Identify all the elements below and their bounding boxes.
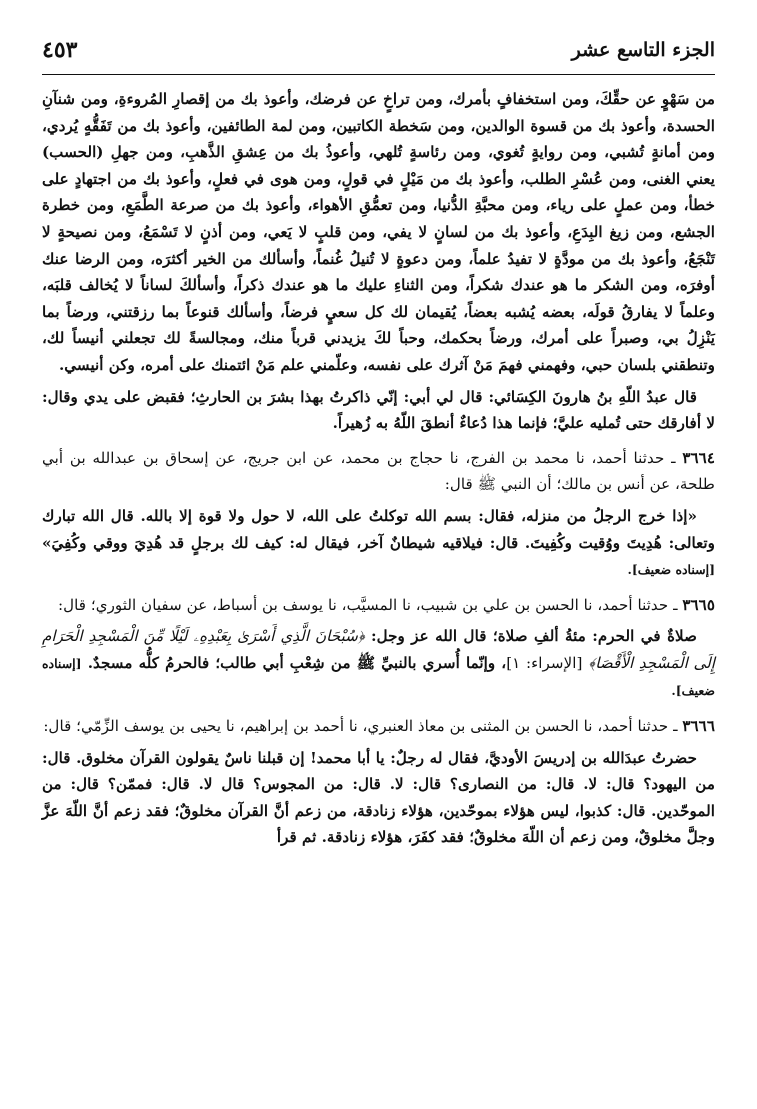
hadith-grade: [إسناده ضعيف]. [627, 562, 715, 578]
isnad-text: ـ حدثنا أحمد، نا الحسن بن علي بن شبيب، نا المسيَّب، نا يوسف بن أسباط، عن سفيان الثوري؛ قال: [58, 595, 678, 614]
page-body [42, 86, 715, 856]
running-title: الجزء التاسع عشر [571, 39, 715, 61]
hadith-3665-matn [42, 623, 715, 705]
quran-verse: ﴿سُبْحَانَ الَّذِي أَسْرَىٰ بِعَبْدِهِۦ لَيْلًا مِّنَ الْمَسْجِدِ الْحَرَامِ إِلَى الْمَسْجِدِ الْأَقْصَا﴾ [42, 627, 716, 672]
matn-text: «إذا خرج الرجلُ من منزله، فقال: بسم الله توكلتُ على الله، لا حول ولا قوة إلا بالله. قال الله تبارك وتعالى: هُدِيتَ ووُقيت وكُفِيتَ. قال: فيلاقيه شيطانٌ آخر، فيقال له: كيف لك برجلٍ قد هُدِيَ ووقي وكُفِيَ» [42, 506, 715, 552]
hadith-3665-isnad [42, 592, 715, 619]
isnad-text: ـ حدثنا أحمد، نا الحسن بن المثنى بن معاذ العنبري، نا أحمد بن إبراهيم، نا يحيى بن يوسف الزِّمّي؛ قال: [43, 717, 678, 736]
page-header [42, 26, 715, 75]
isnad-text: ـ حدثنا أحمد، نا محمد بن الفرج، نا حجاج بن محمد، عن ابن جريج، عن إسحاق بن عبدالله بن أبي طلحة، عن أنس بن مالك؛ أن النبي ﷺ قال: [42, 448, 715, 494]
hadith-3666-isnad [42, 713, 715, 740]
matn-text-continued: ، وإنّما أُسري بالنبيِّ ﷺ من شِعْبِ أبي طالب؛ فالحرمُ كلُّه مسجدٌ. [87, 653, 507, 672]
hadith-grade: [إسناده ضعيف]. [42, 655, 715, 699]
hadith-number: ٣٦٦٥ [682, 595, 715, 614]
dua-paragraph: من سَهْوٍ عن حقِّكَ، ومن استخفافٍ بأمرك، ومن تراخٍ عن فرضك، وأعوذ بك من إقصارِ المُروءةِ، ومن شنآنِ الحسدة، وأعوذ بك من قسوة الوالدين، ومن سَخطة الكاتبين، ومن لمة الطائفين، وأعوذ بك من تَفَقُّهٍ يُردي، ومن أمانةٍ تُشبي، ومن روايةٍ تُغوي، ومن رئاسةٍ تُلهي، وأعوذُ بك من عِشقِ الذَّهبِ، ومن جهلِ (الحسب) يعني الغنى، ومن عُسْرِ الطلب، وأعوذ بك من مَيْلٍ في قولٍ، ومن هوى في فعلٍ، وأعوذ بك من اجتهادٍ على خطأ، ومن عملٍ على رياء، ومن محبَّةِ الدُّنيا، ومن تعمُّقِ الأهواء، وأعوذ بك من صرعة الطَّمَعِ، ومن خطرة الجشع، ومن زيغ البِدَعِ، وأعوذ بك من لسانٍ لا يفي، ومن قلبٍ لا يَعي، ومن أذنٍ لا تَسْمَعُ، ومن نصيحةٍ لا تَنْجَعُ، وأعوذ بك من مودَّةٍ لا تفيدُ علماً، ومن دعوةٍ لا تُنيلُ غُنماً، وأسألك من الخير أكثرَه، ومن الرضا عنك أوفرَه، ومن الشكر ما هو عندك شكراً، ومن الثناءِ عليك ما هو عندك ذكراً، وأسألكَ لساناً لا يُخالف قلبَه، وعلماً لا يفارقُ قولَه، بعضه يُشبه بعضاً، يُقيمان لك كل سعيٍ فرضاً، وأسألك قنوعاً بما رزقتني، ورضاً بما يَنْزِلُ بي، وصبراً على أمرك، ورضاً بحكمك، وحباً لكَ يزيدني قرباً منك، ومجالسةً لك تجعلني أنيساً لك، وتنطقني بلسان حبي، وفهمني فهمَ مَنْ آثرك على نفسه، وعلّمني علم مَنْ ائتمنك على أمره، وكن أنيسي. [42, 90, 715, 374]
hadith-3666-matn: حضرتُ عبدَالله بن إدريسَ الأوديَّ، فقال له رجلٌ: يا أبا محمد! إن قبلنا ناسٌ يقولون القرآن مخلوق. قال: من اليهود؟ قال: لا. قال: من النصارى؟ قال: لا. قال: من المجوس؟ قال لا. قال: فممّن؟ قال: من الموحّدين. قال: كذبوا، ليس هؤلاء بموحّدين، هؤلاء زنادقة، من زعم أنَّ القرآن مخلوقٌ؛ فقد زعم أنَّ اللّهَ عزَّ وجلَّ مخلوقٌ، ومن زعم أن اللّهَ مخلوقٌ؛ فقد كفَرَ، هؤلاء زنادقة. ثم قرأ [42, 748, 715, 847]
hadith-3664-matn [42, 503, 715, 584]
matn-text: صلاةٌ في الحرم: مئةُ ألفِ صلاة؛ قال الله عز وجل: [371, 627, 697, 646]
verse-reference: [الإسراء: ١] [506, 653, 583, 672]
hadith-number: ٣٦٦٦ [682, 717, 715, 736]
kisai-paragraph: قال عبدُ اللّهِ بنُ هارونَ الكِسَائي: قال لي أبي: إنّي ذاكرتُ بهذا بشرَ بن الحارثِ؛ فقبض على يدي وقال: لا أفارقك حتى تُمليه عليَّ؛ فإنما هذا دُعاءٌ أنطقَ اللّهُ به زُهيراً. [42, 387, 715, 433]
hadith-3664-isnad [42, 445, 715, 498]
page-number: ٤٥٣ [42, 37, 78, 63]
hadith-number: ٣٦٦٤ [682, 448, 715, 467]
